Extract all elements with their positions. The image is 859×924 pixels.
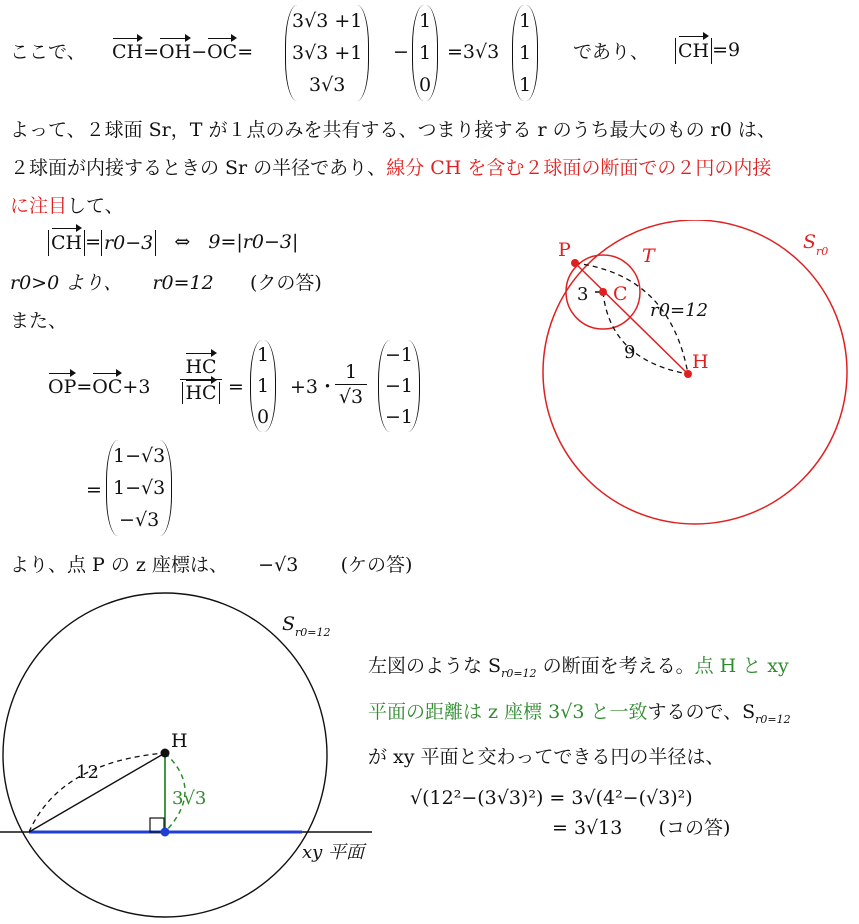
- fraction-1-sqrt3: 1 √3: [335, 360, 367, 409]
- matrix-5: −1 −1 −1: [378, 340, 420, 432]
- equation-5: より、点 P の z 座標は、 −√3 (ケの答): [10, 554, 413, 576]
- vec-oc: OC: [207, 41, 238, 63]
- right-line3: が xy 平面と交わってできる円の半径は、: [368, 746, 725, 768]
- matrix-2: 1 1 0: [412, 5, 438, 101]
- label-3sqrt3: 3√3: [172, 788, 207, 809]
- label-t: T: [642, 245, 655, 267]
- label-3: 3: [577, 284, 589, 305]
- fraction-hc: HC HC: [180, 355, 222, 404]
- label-p: P: [558, 239, 571, 261]
- vector-equation-1: CH=OH−OC=: [112, 41, 254, 63]
- para1-line3: に注目して、: [10, 195, 124, 217]
- label-xy-plane: xy 平面: [302, 842, 365, 863]
- label-c: C: [613, 283, 628, 305]
- vec-ch: CH: [112, 41, 144, 63]
- para1-line2: ２球面が内接するときの Sr の半径であり、線分 CH を含む２球面の断面での２円の内接: [10, 157, 772, 179]
- label-12: 12: [76, 762, 99, 783]
- point-h2: [161, 749, 170, 758]
- coef-3sqrt3: 3√3: [462, 41, 500, 63]
- matrix-3: 1 1 1: [512, 5, 538, 101]
- label-9: 9: [624, 342, 636, 363]
- foot-point: [161, 828, 170, 837]
- formula-1: √(12²−(3√3)²) = 3√(4²−(√3)²): [410, 787, 693, 809]
- point-c: [599, 288, 607, 296]
- matrix-4: 1 1 0: [250, 340, 276, 432]
- equation-4-lhs: OP=OC+3: [48, 376, 151, 398]
- label-h: H: [692, 351, 709, 373]
- matrix-result: 1−√3 1−√3 −√3: [106, 440, 172, 536]
- vec-oh: OH: [159, 41, 192, 63]
- diagram-cross-section: [0, 590, 380, 924]
- diagram-sphere-contact: [500, 220, 859, 540]
- label-s: S: [803, 231, 817, 253]
- label-s-sub: r0: [816, 245, 829, 258]
- para1-highlight: 線分 CH を含む２球面の断面での２円の内接: [386, 157, 772, 179]
- right-line1: 左図のような $S_{r0=12}$ の断面を考える。点 H と xy: [368, 655, 789, 680]
- label-s2: S: [282, 613, 296, 635]
- label-r0-12: r0=12: [650, 300, 709, 321]
- mata: また、: [10, 310, 68, 332]
- point-p: [571, 259, 579, 267]
- formula-2: = 3√13 (コの答): [552, 817, 731, 839]
- para1-line1: よって、２球面 Sr，T が１点のみを共有する、つまり接する r のうち最大のもの r0 は、: [10, 119, 776, 141]
- right-line2: 平面の距離は z 座標 3√3 と一致するので、$S_{r0=12}$: [368, 701, 791, 726]
- equation-3: r0>0 より、 r0=12 (クの答): [10, 272, 322, 294]
- line1-prefix: ここで、: [10, 41, 86, 63]
- equation-2: CH = r0−3 ⇔ 9=|r0−3|: [48, 230, 298, 256]
- matrix-1: 3√3 +1 3√3 +1 3√3: [285, 5, 369, 101]
- label-h2: H: [171, 730, 188, 752]
- label-s2-sub: r0=12: [295, 626, 331, 639]
- point-h: [684, 370, 692, 378]
- magnitude-ch: CH =9: [675, 38, 740, 64]
- line1-tail: であり、: [573, 41, 650, 63]
